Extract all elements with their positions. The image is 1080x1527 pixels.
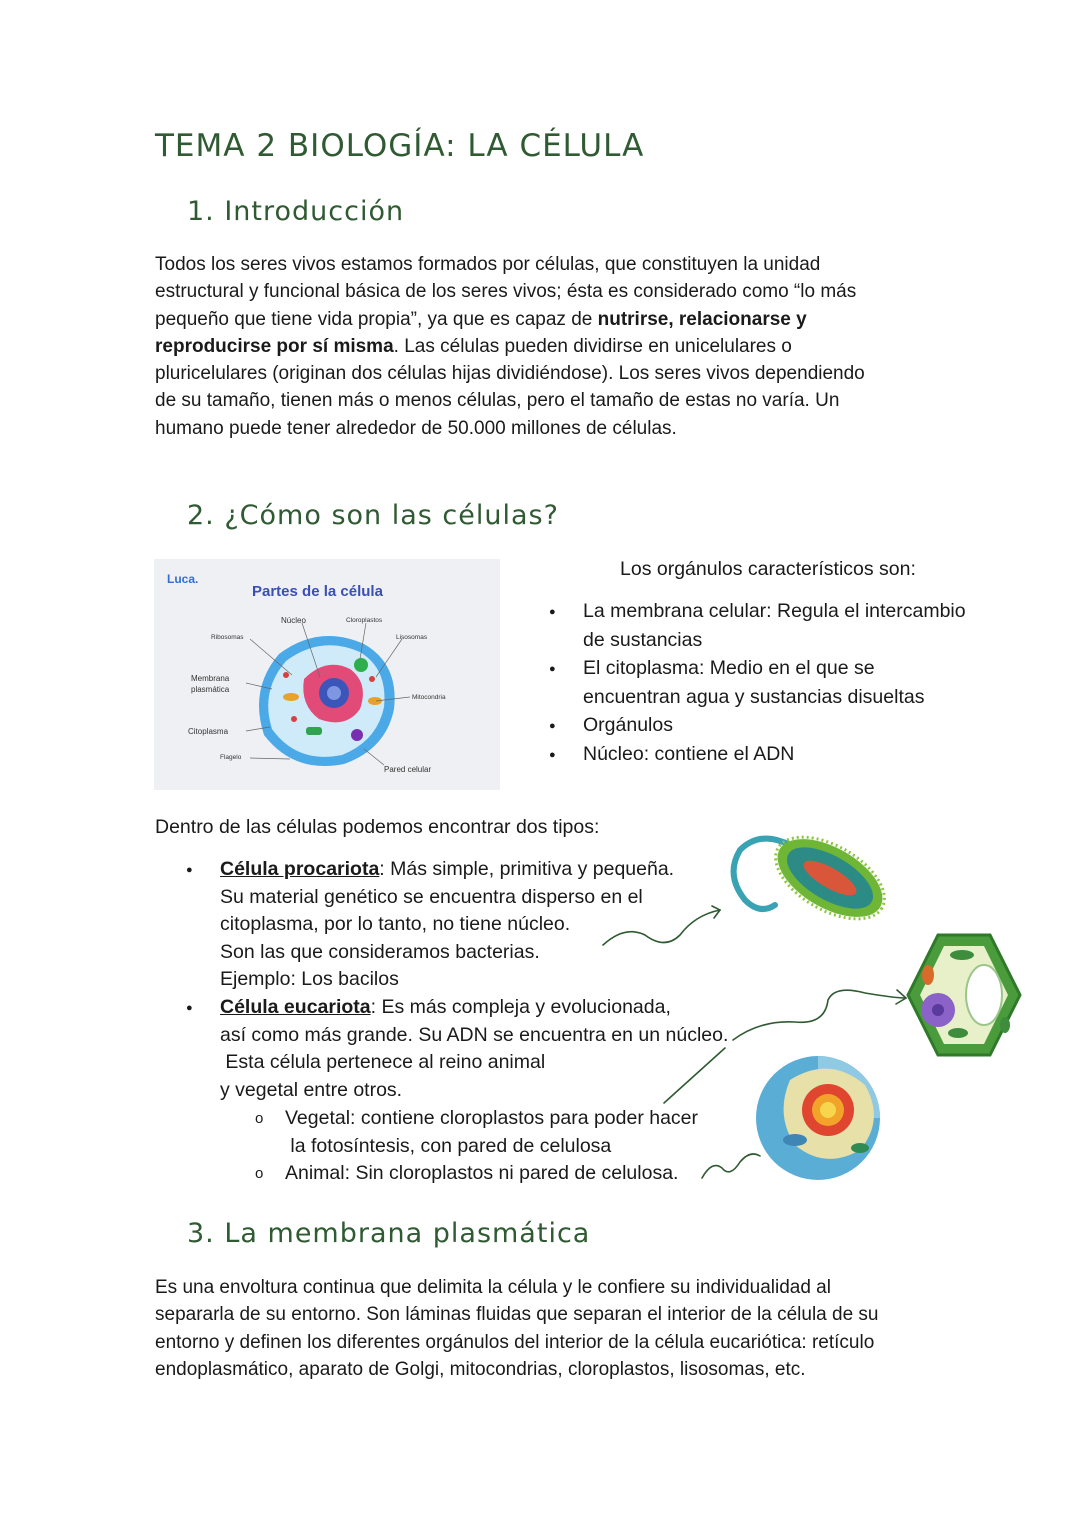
label-nucleo: Núcleo xyxy=(281,616,306,625)
label-flagelo: Flagelo xyxy=(220,754,242,761)
label-ribosomas: Ribosomas xyxy=(211,634,244,641)
diagram-title: Partes de la célula xyxy=(252,583,383,600)
list-item: ● La membrana celular: Regula el intercambio de sustancias xyxy=(583,597,1023,654)
membrane-paragraph: Es una envoltura continua que delimita la célula y le confiere su individualidad al separarla de su entorno. Son láminas fluidas que separan el interior de la célula de su entorno y definen los diferentes orgánulos del interior de la célula eucariótica: retículo endoplasmático, aparato de Golgi, mitocondrias, cloroplastos, lisosomas, etc. xyxy=(155,1277,879,1380)
cell-parts-diagram xyxy=(154,559,500,790)
label-mitocondria: Mitocondria xyxy=(412,694,446,701)
list-item: o Vegetal: contiene cloroplastos para poder hacer la fotosíntesis, con pared de celulosa xyxy=(285,1105,745,1160)
bold-text: reproducirse por sí misma xyxy=(155,335,394,357)
intro-line: pluricelulares (originan dos células hijas dividiéndose). Los seres vivos dependiendo xyxy=(155,363,865,385)
term-eucariota: Célula eucariota xyxy=(220,995,371,1018)
organelles-intro: Los orgánulos característicos son: xyxy=(620,558,916,580)
list-item-eucariota: ● Célula eucariota: Es más compleja y evolucionada, así como más grande. Su ADN se encuentra en un núcleo. Esta célula pertenece al reino animal y vegetal entre otros. xyxy=(220,994,780,1104)
section-2-heading: 2. ¿Cómo son las células? xyxy=(187,500,559,531)
list-item: ● El citoplasma: Medio en el que se encuentran agua y sustancias disueltas xyxy=(583,654,1023,711)
section-1-heading: 1. Introducción xyxy=(187,196,405,227)
intro-line: de su tamaño, tienen más o menos células, pero el tamaño de estas no varía. Un xyxy=(155,390,840,412)
page-title: TEMA 2 BIOLOGÍA: LA CÉLULA xyxy=(155,128,645,164)
types-intro: Dentro de las células podemos encontrar dos tipos: xyxy=(155,816,600,838)
intro-line: humano puede tener alrededor de 50.000 millones de células. xyxy=(155,417,677,439)
intro-line: Todos los seres vivos estamos formados por células, que constituyen la unidad xyxy=(155,254,821,275)
bold-text: nutrirse, relacionarse y xyxy=(597,308,807,330)
intro-line: pequeño que tiene vida propia”, ya que es capaz de nutrirse, relacionarse y xyxy=(155,308,807,330)
intro-line: reproducirse por sí misma. Las células pueden dividirse en unicelulares o xyxy=(155,335,792,357)
label-citoplasma: Citoplasma xyxy=(188,727,229,736)
label-membrana: Membrana xyxy=(191,674,230,683)
subtypes-list xyxy=(285,1105,745,1188)
label-membrana: plasmática xyxy=(191,685,230,694)
list-item: o Animal: Sin cloroplastos ni pared de celulosa. xyxy=(285,1160,745,1188)
term-procariota: Célula procariota xyxy=(220,858,380,880)
list-item: ● Orgánulos xyxy=(583,711,1023,740)
label-cloroplastos: Cloroplastos xyxy=(346,617,383,624)
intro-paragraph xyxy=(155,251,955,442)
organelles-list xyxy=(583,597,1023,768)
label-pared: Pared celular xyxy=(384,765,432,774)
cell-types-list xyxy=(220,856,780,1104)
plant-cell-image xyxy=(908,935,1020,1055)
diagram-brand: Luca. xyxy=(167,572,199,586)
cell-illustration xyxy=(259,636,395,766)
intro-line: estructural y funcional básica de los seres vivos; ésta es considerado como “lo más xyxy=(155,281,857,303)
list-item-procariota: ● Célula procariota: Más simple, primitiva y pequeña. Su material genético se encuentra disperso en el citoplasma, por lo tanto, no tiene núcleo. Son las que consideramos bacterias. Ejemplo: Los bacilos xyxy=(220,856,780,994)
section-3-heading: 3. La membrana plasmática xyxy=(187,1218,591,1249)
label-lisosomas: Lisosomas xyxy=(396,634,428,641)
list-item: ● Núcleo: contiene el ADN xyxy=(583,740,1023,769)
